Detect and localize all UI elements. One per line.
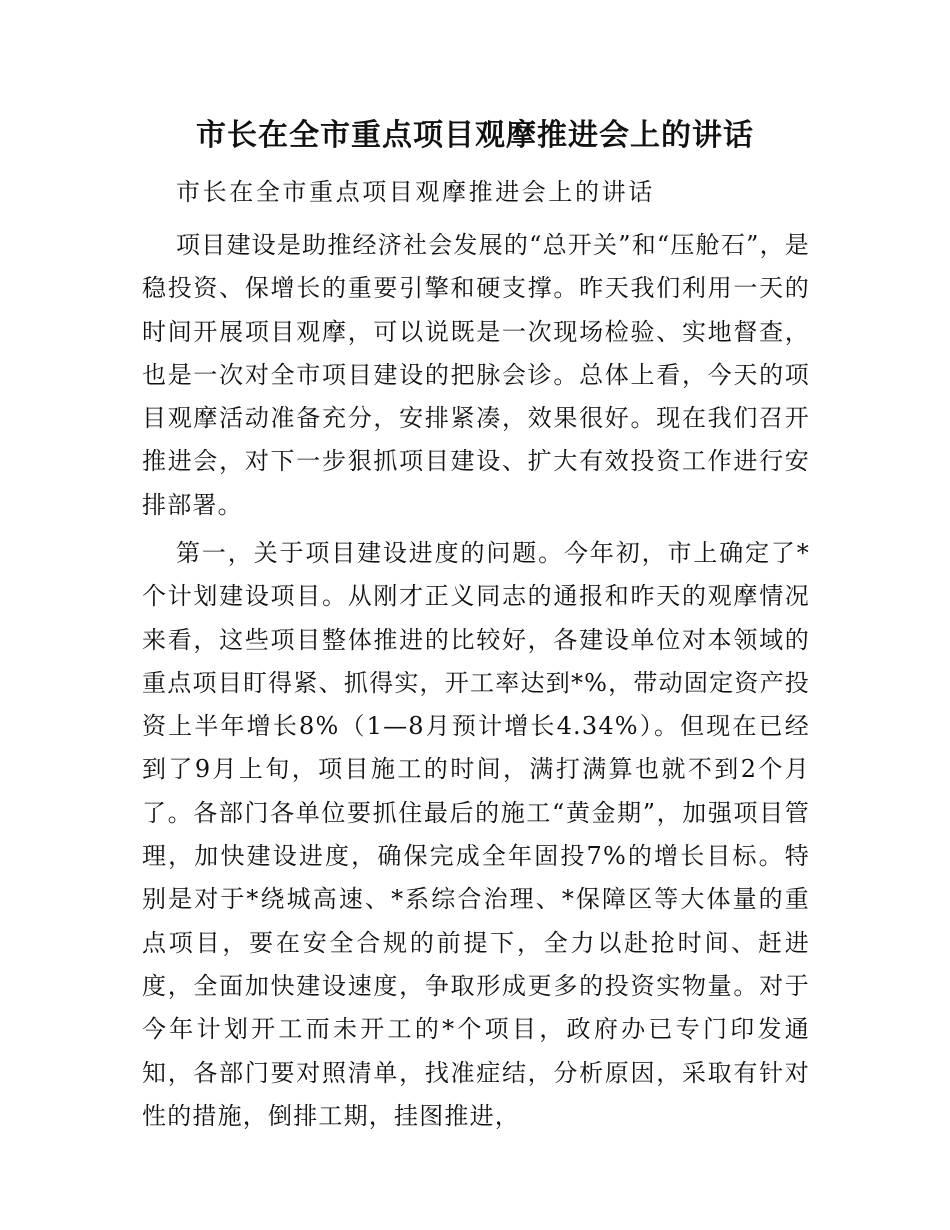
document-title: 市长在全市重点项目观摩推进会上的讲话 (196, 118, 754, 153)
body-paragraph-2: 第一，关于项目建设进度的问题。今年初，市上确定了*个计划建设项目。从刚才正义同志的通报和昨天的观摩情况来看，这些项目整体推进的比较好，各建设单位对本领域的重点项目盯得紧、抓得实，开工率达到*%，带动固定资产投资上半年增长8%（1—8月预计增长4.34%）。但现在已经到了9月上旬，项目施工的时间，满打满算也就不到2个月了。各部门各单位要抓住最后的施工“黄金期”，加强项目管理，加快建设进度，确保完成全年固投7%的增长目标。特别是对于*绕城高速、*系综合治理、*保障区等大体量的重点项目，要在安全合规的前提下，全力以赴抢时间、赶进度，全面加快建设速度，争取形成更多的投资实物量。对于今年计划开工而未开工的*个项目，政府办已专门印发通知，各部门要对照清单，找准症结，分析原因，采取有针对性的措施，倒排工期，挂图推进， (142, 539, 810, 1130)
body-paragraph-1: 项目建设是助推经济社会发展的“总开关”和“压舱石”，是稳投资、保增长的重要引擎和硬支撑。昨天我们利用一天的时间开展项目观摩，可以说既是一次现场检验、实地督查，也是一次对全市项目建设的把脉会诊。总体上看，今天的项目观摩活动准备充分，安排紧凑，效果很好。现在我们召开推进会，对下一步狠抓项目建设、扩大有效投资工作进行安排部署。 (142, 231, 810, 519)
document-subtitle: 市长在全市重点项目观摩推进会上的讲话 (176, 178, 655, 206)
